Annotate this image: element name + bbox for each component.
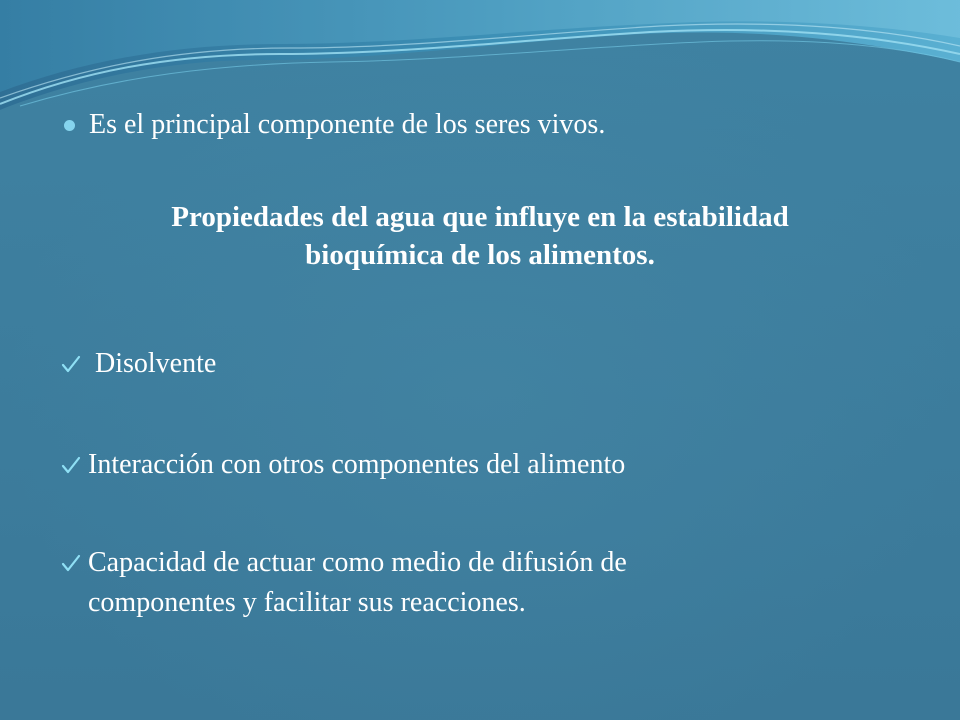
check-item-line: Capacidad de actuar como medio de difusión de [88, 547, 627, 578]
bullet-dot-icon [64, 120, 75, 131]
heading-line: bioquímica de los alimentos. [305, 239, 655, 271]
check-item-interaccion [60, 448, 625, 482]
checkmark-icon [60, 353, 82, 375]
check-item-capacidad [60, 546, 627, 620]
check-item-text [88, 546, 627, 620]
section-heading [40, 198, 920, 274]
checkmark-icon [60, 454, 82, 476]
checkmark-icon [60, 552, 82, 574]
intro-bullet-row [64, 108, 605, 142]
check-item-line: componentes y facilitar sus reacciones. [88, 587, 526, 618]
intro-bullet-text: Es el principal componente de los seres vivos. [89, 109, 606, 140]
check-item-text: Disolvente [88, 348, 217, 379]
heading-line: Propiedades del agua que influye en la estabilidad [171, 201, 789, 233]
check-item-text: Interacción con otros componentes del alimento [88, 449, 626, 480]
check-item-disolvente [60, 347, 216, 381]
